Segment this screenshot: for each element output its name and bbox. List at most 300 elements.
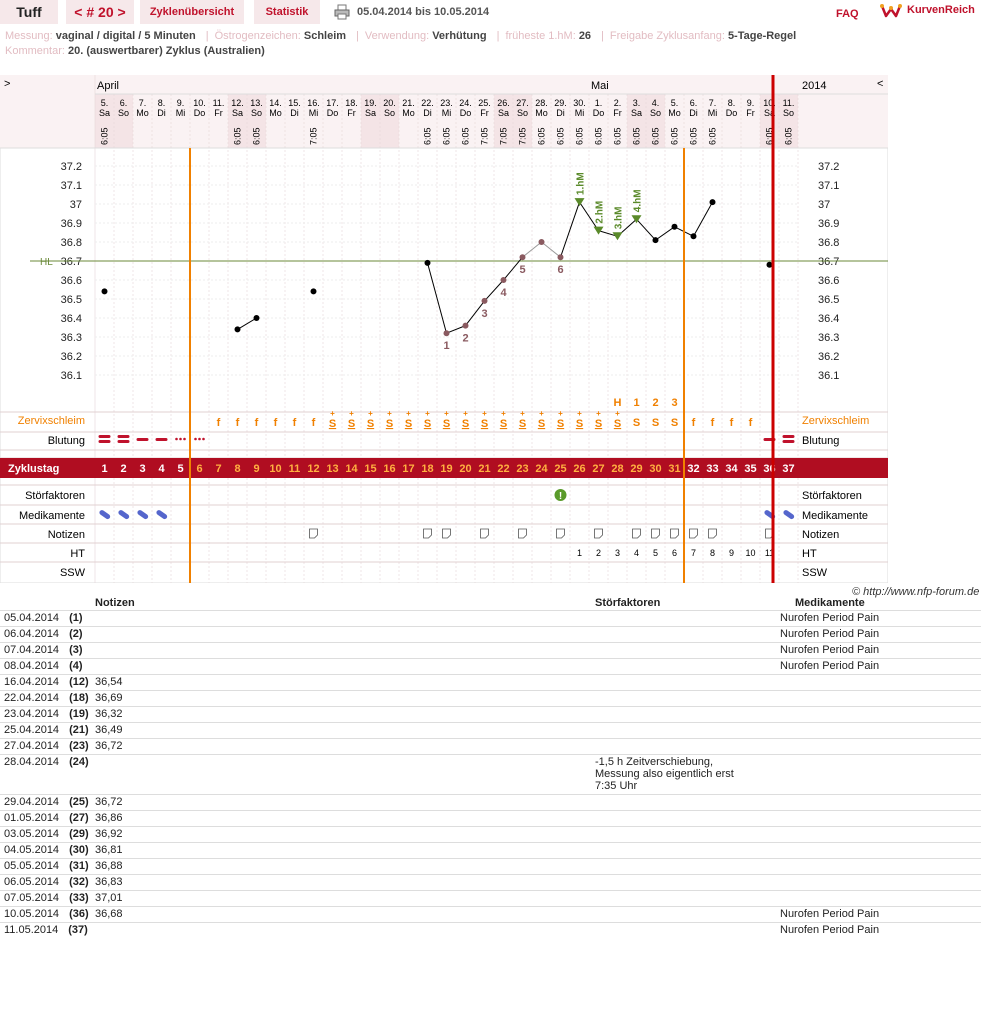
cycle-day-number: 31 (668, 463, 681, 475)
cycle-day-number: 6 (196, 463, 203, 475)
disturbance-cell (595, 922, 780, 938)
bleeding-heavy (118, 435, 130, 438)
medications-row-label-right: Medikamente (802, 510, 869, 522)
date-cell (0, 890, 95, 906)
bleeding-heavy (783, 440, 795, 443)
kurvenreich-logo-icon[interactable] (880, 2, 902, 20)
medication-cell (780, 738, 981, 754)
mucus-plus: + (558, 409, 563, 418)
date-cell (0, 874, 95, 890)
meta-value: 20. (auswertbarer) Zyklus (Australien) (67, 45, 265, 57)
disturbances-column-header: Störfaktoren (595, 596, 661, 609)
mucus-value: S (385, 418, 394, 430)
temperature-point (235, 326, 241, 332)
scroll-left-arrow[interactable]: > (4, 78, 11, 90)
note-icon (481, 529, 489, 538)
y-tick-label-left: 36.2 (60, 351, 82, 363)
row-date: 25.04.2014 (4, 723, 60, 736)
day-number: 5. (670, 98, 679, 108)
cycle-day-number: 16 (383, 463, 396, 475)
mucus-peak-mark: H (613, 397, 622, 409)
row-cycle-day: (18) (69, 691, 89, 704)
meta-value: vaginal / digital / 5 Minuten (55, 30, 196, 42)
weekday: So (383, 108, 396, 118)
cycle-day-number: 34 (725, 463, 738, 475)
day-number: 4. (651, 98, 660, 108)
medication-cell (780, 858, 981, 874)
kurvenreich-link[interactable]: KurvenReich (907, 4, 975, 16)
notes-table (0, 596, 981, 938)
mucus-plus: + (615, 409, 620, 418)
mucus-value: f (710, 417, 715, 429)
cycle-day-number: 12 (307, 463, 320, 475)
medication-cell (780, 826, 981, 842)
weekday: Sa (364, 108, 377, 118)
measure-time: 6:05 (574, 127, 585, 145)
note-cell: 37,01 (95, 890, 595, 906)
cycle-day-number: 9 (253, 463, 260, 475)
mucus-value: S (423, 418, 432, 430)
mucus-value: S (670, 417, 679, 429)
y-tick-label-left: 36.9 (60, 218, 82, 230)
measure-time: 7:05 (498, 127, 509, 145)
bleeding-light-dot (202, 438, 205, 441)
bleeding-row-label: Blutung (47, 435, 85, 447)
table-row (0, 842, 981, 858)
measure-time: 6:05 (688, 127, 699, 145)
day-number: 25. (478, 98, 491, 108)
cycle-day-number: 27 (592, 463, 605, 475)
weekday: Di (556, 108, 565, 118)
disturbance-cell (595, 874, 780, 890)
mucus-value: S (347, 418, 356, 430)
row-date: 06.05.2014 (4, 875, 60, 888)
mucus-value: S (404, 418, 413, 430)
mucus-value: f (729, 417, 734, 429)
temperature-point (710, 199, 716, 205)
day-number: 22. (421, 98, 434, 108)
low-temp-number: 2 (462, 332, 469, 345)
day-number: 10. (763, 98, 776, 108)
username-brand: Tuff (0, 0, 58, 24)
meta-key: Östrogenzeichen: (214, 30, 304, 42)
top-bar (0, 0, 981, 26)
cycle-day-number: 3 (139, 463, 146, 475)
cycle-day-number: 17 (402, 463, 415, 475)
temperature-point (102, 288, 108, 294)
row-cycle-day: (1) (69, 611, 83, 624)
date-cell (0, 738, 95, 754)
copyright-text: © http://www.nfp-forum.de (852, 586, 980, 598)
mucus-value: S (537, 418, 546, 430)
day-number: 17. (326, 98, 339, 108)
note-cell: 36,69 (95, 690, 595, 706)
cycle-day-number: 8 (234, 463, 241, 475)
medications-row-label: Medikamente (18, 510, 85, 522)
printer-icon[interactable] (334, 4, 350, 20)
weekday: Di (290, 108, 299, 118)
date-cell (0, 626, 95, 642)
note-cell (95, 610, 595, 626)
bleeding-medium (156, 438, 168, 441)
month-label: Mai (591, 80, 609, 92)
mucus-row-label: Zervixschleim (17, 415, 85, 427)
y-tick-label-left: 36.8 (60, 237, 82, 249)
mucus-value: S (632, 417, 641, 429)
date-cell (0, 610, 95, 626)
date-cell (0, 754, 95, 794)
measure-time: 6:05 (764, 127, 775, 145)
date-cell (0, 674, 95, 690)
medication-cell: Nurofen Period Pain (780, 906, 981, 922)
row-cycle-day: (4) (69, 659, 83, 672)
mucus-value: f (311, 417, 316, 429)
temperature-point (444, 330, 450, 336)
weekday: Sa (497, 108, 510, 118)
weekday: Mo (136, 108, 149, 118)
note-icon (652, 529, 660, 538)
date-cell (0, 826, 95, 842)
bleeding-heavy (99, 440, 111, 443)
weekday: Sa (630, 108, 643, 118)
cycle-navigation-button[interactable]: < # 20 > (66, 0, 134, 24)
note-icon (633, 529, 641, 538)
table-row (0, 658, 981, 674)
cycle-day-number: 24 (535, 463, 548, 475)
measure-time: 6:05 (232, 127, 243, 145)
date-cell (0, 810, 95, 826)
cycle-day-number: 32 (687, 463, 700, 475)
mucus-value: f (273, 417, 278, 429)
date-cell (0, 842, 95, 858)
faq-link[interactable]: FAQ (836, 8, 859, 20)
disturbance-cell (595, 738, 780, 754)
row-date: 11.05.2014 (4, 923, 59, 936)
table-row (0, 858, 981, 874)
day-number: 14. (269, 98, 282, 108)
disturbance-cell (595, 842, 780, 858)
date-cell (0, 706, 95, 722)
mucus-value: f (691, 417, 696, 429)
weekday: Mi (707, 108, 718, 118)
y-tick-label-right: 37 (818, 199, 831, 211)
cycle-day-number: 37 (782, 463, 795, 475)
cycle-overview-tab[interactable]: Zyklenübersicht (140, 0, 244, 24)
y-tick-label-left: 37 (69, 199, 82, 211)
weekday: Fr (746, 108, 755, 118)
day-number: 19. (364, 98, 377, 108)
meta-value: Schleim (303, 30, 347, 42)
measure-time: 7:05 (517, 127, 528, 145)
day-number: 9. (746, 98, 755, 108)
ht-number: 8 (709, 548, 716, 558)
disturbance-cell (595, 658, 780, 674)
disturbance-icon-mark: ! (558, 491, 563, 502)
note-cell (95, 922, 595, 938)
cycle-day-number: 20 (459, 463, 472, 475)
row-cycle-day: (3) (69, 643, 83, 656)
cycle-day-number: 1 (101, 463, 108, 475)
disturbance-cell (595, 674, 780, 690)
row-cycle-day: (2) (69, 627, 83, 640)
note-icon (671, 529, 679, 538)
disturbance-cell (595, 626, 780, 642)
date-cell (0, 658, 95, 674)
year-label: 2014 (802, 80, 827, 92)
mucus-peak-mark: 2 (652, 397, 659, 409)
row-cycle-day: (37) (68, 923, 88, 936)
row-date: 10.05.2014 (4, 907, 60, 920)
mucus-value: S (651, 417, 660, 429)
temperature-point (311, 288, 317, 294)
cycle-day-number: 33 (706, 463, 719, 475)
measure-time: 6:05 (99, 127, 110, 145)
weekday: Do (326, 108, 339, 118)
date-cell (0, 722, 95, 738)
mucus-plus: + (501, 409, 506, 418)
measure-time: 6:05 (593, 127, 604, 145)
row-cycle-day: (32) (69, 875, 89, 888)
low-temp-number: 4 (500, 287, 507, 299)
day-number: 28. (535, 98, 548, 108)
notes-column-header: Notizen (95, 596, 135, 609)
mucus-value: f (235, 417, 240, 429)
ht-number: 3 (614, 548, 621, 558)
row-date: 06.04.2014 (4, 627, 60, 640)
row-date: 05.05.2014 (4, 859, 60, 872)
higher-temp-label: 3.hM (613, 206, 625, 230)
disturbance-cell (595, 722, 780, 738)
table-row (0, 906, 981, 922)
day-number: 18. (345, 98, 358, 108)
temperature-point (501, 277, 507, 283)
day-number: 3. (632, 98, 641, 108)
mucus-plus: + (463, 409, 468, 418)
cycle-day-number: 11 (288, 463, 301, 475)
row-cycle-day: (24) (69, 755, 89, 768)
temperature-point (672, 224, 678, 230)
row-date: 23.04.2014 (4, 707, 60, 720)
y-tick-label-right: 36.5 (818, 294, 840, 306)
day-number: 16. (307, 98, 320, 108)
mucus-value: S (613, 418, 622, 430)
weekday: Fr (347, 108, 356, 118)
disturbance-cell (595, 858, 780, 874)
weekday: Sa (231, 108, 244, 118)
weekday: Fr (214, 108, 223, 118)
disturbance-cell (595, 690, 780, 706)
weekday: Di (157, 108, 166, 118)
weekday: So (117, 108, 130, 118)
day-number: 13. (250, 98, 263, 108)
mucus-plus: + (539, 409, 544, 418)
ht-number: 5 (652, 548, 659, 558)
row-cycle-day: (23) (69, 739, 89, 752)
weekday: Do (592, 108, 605, 118)
meta-key: Verwendung: (364, 30, 433, 42)
date-cell (0, 858, 95, 874)
mucus-peak-mark: 1 (633, 397, 640, 409)
table-row (0, 642, 981, 658)
table-row (0, 626, 981, 642)
statistics-tab[interactable]: Statistik (254, 0, 320, 24)
y-tick-label-right: 36.1 (818, 370, 840, 382)
measure-time: 6:05 (422, 127, 433, 145)
medication-cell (780, 690, 981, 706)
bleeding-heavy (118, 440, 130, 443)
bleeding-light-dot (183, 438, 186, 441)
measure-time: 6:05 (460, 127, 471, 145)
cycle-chart (0, 75, 888, 583)
note-icon (519, 529, 527, 538)
disturbance-cell (595, 794, 780, 810)
row-date: 08.04.2014 (4, 659, 60, 672)
row-cycle-day: (25) (69, 795, 89, 808)
date-cell (0, 906, 95, 922)
y-tick-label-right: 36.8 (818, 237, 840, 249)
mucus-plus: + (349, 409, 354, 418)
note-icon (709, 529, 717, 538)
y-tick-label-right: 37.1 (818, 180, 840, 192)
measure-time: 7:05 (479, 127, 490, 145)
row-date: 01.05.2014 (4, 811, 60, 824)
coverline-label: HL (40, 257, 53, 268)
medication-cell (780, 842, 981, 858)
y-tick-label-left: 36.6 (60, 275, 82, 287)
y-tick-label-right: 37.2 (818, 161, 840, 173)
cycle-day-number: 19 (440, 463, 453, 475)
scroll-right-arrow[interactable]: < (877, 78, 884, 90)
medication-cell (780, 706, 981, 722)
cycle-day-number: 28 (611, 463, 624, 475)
mucus-plus: + (368, 409, 373, 418)
bleeding-heavy (783, 435, 795, 438)
disturbance-cell: -1,5 h Zeitverschiebung, Messung also eigentlich erst 7:35 Uhr (595, 754, 780, 794)
day-number: 12. (231, 98, 244, 108)
mucus-value: S (518, 418, 527, 430)
note-cell: 36,72 (95, 738, 595, 754)
table-row (0, 738, 981, 754)
cycle-day-number: 5 (177, 463, 184, 475)
y-tick-label-left: 36.1 (60, 370, 82, 382)
weekday: Fr (480, 108, 489, 118)
low-temp-number: 5 (519, 264, 526, 277)
cycle-day-number: 22 (497, 463, 510, 475)
weekday: Mo (535, 108, 548, 118)
note-cell (95, 658, 595, 674)
mucus-plus: + (482, 409, 487, 418)
weekday: Di (689, 108, 698, 118)
day-number: 30. (573, 98, 586, 108)
temperature-point (691, 233, 697, 239)
y-tick-label-left: 37.2 (60, 161, 82, 173)
mucus-value: S (366, 418, 375, 430)
day-number: 7. (138, 98, 147, 108)
day-number: 29. (554, 98, 567, 108)
note-cell: 36,54 (95, 674, 595, 690)
higher-temp-label: 2.hM (594, 200, 606, 224)
day-number: 15. (288, 98, 301, 108)
table-row (0, 722, 981, 738)
ht-number: 11 (764, 548, 775, 558)
ht-number: 9 (728, 548, 735, 558)
disturbance-cell (595, 906, 780, 922)
bleeding-light-dot (179, 438, 182, 441)
note-cell (95, 626, 595, 642)
row-date: 05.04.2014 (4, 611, 60, 624)
ssw-row-label-right: SSW (802, 567, 828, 579)
note-cell: 36,81 (95, 842, 595, 858)
medication-cell: Nurofen Period Pain (780, 610, 981, 626)
day-number: 8. (727, 98, 736, 108)
note-cell (95, 754, 595, 794)
mucus-value: S (480, 418, 489, 430)
medication-cell (780, 890, 981, 906)
mucus-value: f (254, 417, 259, 429)
medication-cell: Nurofen Period Pain (780, 922, 981, 938)
day-number: 11. (782, 98, 795, 108)
cycle-day-number: 10 (269, 463, 282, 475)
weekday: Sa (98, 108, 111, 118)
row-date: 07.04.2014 (4, 643, 60, 656)
table-row (0, 674, 981, 690)
weekday: Sa (763, 108, 776, 118)
measure-time: 7:05 (308, 127, 319, 145)
weekday: Di (423, 108, 432, 118)
y-tick-label-right: 36.3 (818, 332, 840, 344)
row-date: 28.04.2014 (4, 755, 60, 768)
temperature-point (539, 239, 545, 245)
note-cell: 36,92 (95, 826, 595, 842)
temperature-point (520, 254, 526, 260)
disturbances-row-label: Störfaktoren (25, 490, 85, 502)
temperature-point (482, 298, 488, 304)
table-row (0, 754, 981, 794)
note-cell: 36,68 (95, 906, 595, 922)
temperature-point (653, 237, 659, 243)
mucus-value: S (442, 418, 451, 430)
measure-time: 6:05 (441, 127, 452, 145)
weekday: Fr (613, 108, 622, 118)
measure-time: 6:05 (707, 127, 718, 145)
ht-number: 7 (690, 548, 697, 558)
row-date: 03.05.2014 (4, 827, 60, 840)
y-tick-label-left: 36.5 (60, 294, 82, 306)
table-row (0, 810, 981, 826)
day-number: 7. (708, 98, 717, 108)
low-temp-number: 6 (557, 264, 564, 277)
higher-temp-label: 1.hM (575, 172, 587, 196)
mucus-plus: + (406, 409, 411, 418)
measure-time: 6:05 (650, 127, 661, 145)
mucus-value: S (328, 418, 337, 430)
row-cycle-day: (12) (69, 675, 89, 688)
row-cycle-day: (29) (69, 827, 89, 840)
day-number: 23. (440, 98, 453, 108)
medication-cell (780, 794, 981, 810)
measure-time: 6:05 (612, 127, 623, 145)
row-date: 22.04.2014 (4, 691, 60, 704)
medication-cell (780, 674, 981, 690)
disturbance-cell (595, 826, 780, 842)
table-row (0, 890, 981, 906)
table-row (0, 610, 981, 626)
weekday: Do (459, 108, 472, 118)
y-tick-label-left: 37.1 (60, 180, 82, 192)
mucus-value: S (575, 418, 584, 430)
meta-key: Freigabe Zyklusanfang: (609, 30, 728, 42)
note-cell: 36,88 (95, 858, 595, 874)
